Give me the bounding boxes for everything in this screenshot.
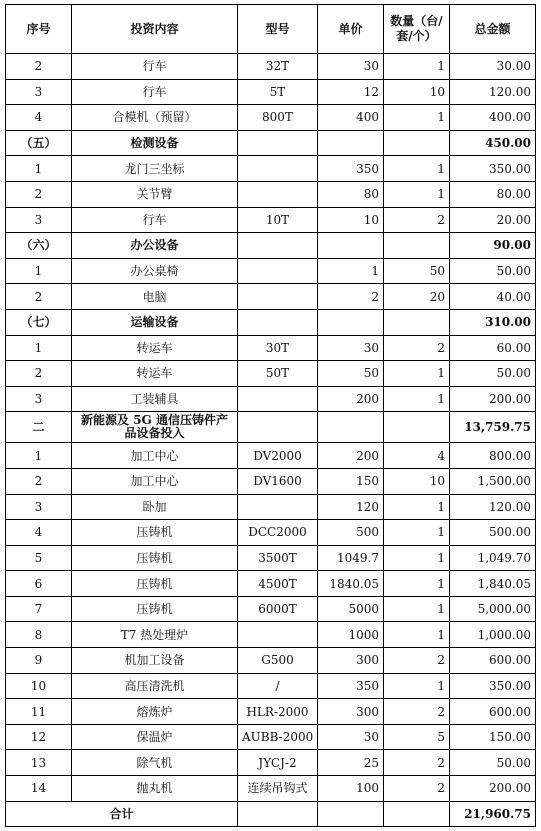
- cell-total: 310.00: [450, 309, 536, 335]
- cell-content: 保温炉: [72, 724, 238, 750]
- cell-qty: 1: [384, 545, 450, 571]
- cell-no: 3: [6, 79, 72, 105]
- cell-model: JYCJ-2: [238, 750, 318, 776]
- cell-no: 12: [6, 724, 72, 750]
- cell-content: 办公桌椅: [72, 258, 238, 284]
- table-row: [6, 258, 536, 284]
- cell-price: 300: [318, 699, 384, 725]
- cell-content: T7 热处理炉: [72, 622, 238, 648]
- header-total: 总金额: [450, 5, 536, 54]
- cell-model: G500: [238, 648, 318, 674]
- table-row: [6, 545, 536, 571]
- cell-total: 50.00: [450, 258, 536, 284]
- cell-price: 350: [318, 673, 384, 699]
- cell-price: 10: [318, 207, 384, 233]
- cell-model: /: [238, 673, 318, 699]
- total-model-cell: [238, 801, 318, 827]
- cell-model: 4500T: [238, 571, 318, 597]
- cell-qty: 1: [384, 386, 450, 412]
- cell-content: 工装辅具: [72, 386, 238, 412]
- table-row: [6, 776, 536, 802]
- cell-no: 2: [6, 361, 72, 387]
- cell-total: 1,000.00: [450, 622, 536, 648]
- table-row: [6, 443, 536, 469]
- cell-model: [238, 309, 318, 335]
- cell-total: 13,759.75: [450, 412, 536, 443]
- cell-price: 1840.05: [318, 571, 384, 597]
- table-row: [6, 494, 536, 520]
- cell-content: 机加工设备: [72, 648, 238, 674]
- cell-model: 32T: [238, 54, 318, 80]
- cell-total: 1,840.05: [450, 571, 536, 597]
- cell-content: 除气机: [72, 750, 238, 776]
- table-row: [6, 648, 536, 674]
- cell-price: 500: [318, 520, 384, 546]
- cell-content: 加工中心: [72, 468, 238, 494]
- header-no: 序号: [6, 5, 72, 54]
- cell-price: 350: [318, 156, 384, 182]
- cell-no: 1: [6, 258, 72, 284]
- cell-content: 压铸机: [72, 571, 238, 597]
- investment-table: [5, 4, 536, 827]
- cell-total: 5,000.00: [450, 596, 536, 622]
- cell-price: [318, 130, 384, 156]
- cell-total: 600.00: [450, 648, 536, 674]
- cell-model: 5T: [238, 79, 318, 105]
- cell-qty: 1: [384, 156, 450, 182]
- table-header-row: [6, 5, 536, 54]
- cell-price: 100: [318, 776, 384, 802]
- cell-no: 7: [6, 596, 72, 622]
- cell-no: 3: [6, 494, 72, 520]
- cell-model: DV1600: [238, 468, 318, 494]
- cell-price: 150: [318, 468, 384, 494]
- cell-total: 90.00: [450, 233, 536, 259]
- cell-no: 6: [6, 571, 72, 597]
- table-row: [6, 284, 536, 310]
- cell-no: 2: [6, 468, 72, 494]
- cell-no: 14: [6, 776, 72, 802]
- cell-price: 400: [318, 105, 384, 131]
- cell-content: 新能源及 5G 通信压铸件产品设备投入: [72, 412, 238, 443]
- cell-total: 600.00: [450, 699, 536, 725]
- cell-total: 1,500.00: [450, 468, 536, 494]
- cell-total: 60.00: [450, 335, 536, 361]
- cell-content: 运输设备: [72, 309, 238, 335]
- table-row: [6, 386, 536, 412]
- cell-qty: 2: [384, 750, 450, 776]
- total-label: 合计: [6, 801, 238, 827]
- cell-qty: [384, 309, 450, 335]
- cell-price: [318, 412, 384, 443]
- section-row: [6, 130, 536, 156]
- cell-total: 50.00: [450, 750, 536, 776]
- cell-content: 压铸机: [72, 520, 238, 546]
- cell-model: 800T: [238, 105, 318, 131]
- cell-total: 450.00: [450, 130, 536, 156]
- cell-price: 50: [318, 361, 384, 387]
- cell-model: [238, 386, 318, 412]
- cell-model: [238, 258, 318, 284]
- cell-model: 50T: [238, 361, 318, 387]
- cell-qty: 2: [384, 699, 450, 725]
- table-row: [6, 520, 536, 546]
- cell-model: 30T: [238, 335, 318, 361]
- cell-model: 10T: [238, 207, 318, 233]
- cell-qty: 1: [384, 673, 450, 699]
- table-row: [6, 105, 536, 131]
- cell-total: 40.00: [450, 284, 536, 310]
- cell-model: [238, 284, 318, 310]
- table-row: [6, 54, 536, 80]
- table-row: [6, 673, 536, 699]
- cell-qty: 1: [384, 54, 450, 80]
- cell-qty: 20: [384, 284, 450, 310]
- cell-price: [318, 309, 384, 335]
- cell-price: 2: [318, 284, 384, 310]
- section-row: [6, 412, 536, 443]
- cell-no: 13: [6, 750, 72, 776]
- header-price: 单价: [318, 5, 384, 54]
- cell-no: （六）: [6, 233, 72, 259]
- cell-model: [238, 233, 318, 259]
- cell-price: 200: [318, 443, 384, 469]
- cell-model: AUBB-2000: [238, 724, 318, 750]
- cell-model: DV2000: [238, 443, 318, 469]
- cell-qty: 10: [384, 468, 450, 494]
- cell-no: 2: [6, 284, 72, 310]
- cell-qty: 10: [384, 79, 450, 105]
- cell-content: 关节臂: [72, 181, 238, 207]
- cell-content: 行车: [72, 207, 238, 233]
- table-row: [6, 79, 536, 105]
- cell-price: 5000: [318, 596, 384, 622]
- cell-content: 卧加: [72, 494, 238, 520]
- cell-price: 200: [318, 386, 384, 412]
- cell-qty: 2: [384, 648, 450, 674]
- cell-no: 2: [6, 181, 72, 207]
- cell-content: 转运车: [72, 335, 238, 361]
- cell-no: 10: [6, 673, 72, 699]
- cell-no: 2: [6, 54, 72, 80]
- cell-model: [238, 156, 318, 182]
- table-row: [6, 571, 536, 597]
- table-row: [6, 335, 536, 361]
- cell-no: 9: [6, 648, 72, 674]
- total-row: [6, 801, 536, 827]
- cell-no: 1: [6, 156, 72, 182]
- cell-qty: [384, 233, 450, 259]
- cell-content: 办公设备: [72, 233, 238, 259]
- cell-price: 1049.7: [318, 545, 384, 571]
- cell-no: 11: [6, 699, 72, 725]
- cell-price: 120: [318, 494, 384, 520]
- table-row: [6, 156, 536, 182]
- cell-qty: 1: [384, 622, 450, 648]
- cell-no: 5: [6, 545, 72, 571]
- cell-price: 30: [318, 54, 384, 80]
- header-qty: 数量（台/套/个）: [384, 5, 450, 54]
- cell-total: 120.00: [450, 494, 536, 520]
- cell-content: 转运车: [72, 361, 238, 387]
- cell-no: 4: [6, 520, 72, 546]
- cell-content: 龙门三坐标: [72, 156, 238, 182]
- table-row: [6, 468, 536, 494]
- cell-qty: 1: [384, 181, 450, 207]
- cell-total: 1,049.70: [450, 545, 536, 571]
- cell-model: DCC2000: [238, 520, 318, 546]
- cell-model: 连续吊钩式: [238, 776, 318, 802]
- cell-qty: 2: [384, 207, 450, 233]
- cell-qty: 1: [384, 361, 450, 387]
- cell-total: 120.00: [450, 79, 536, 105]
- cell-model: 6000T: [238, 596, 318, 622]
- cell-content: 合模机（预留）: [72, 105, 238, 131]
- cell-total: 50.00: [450, 361, 536, 387]
- cell-price: 1000: [318, 622, 384, 648]
- cell-qty: 1: [384, 571, 450, 597]
- cell-content: 高压清洗机: [72, 673, 238, 699]
- table-row: [6, 622, 536, 648]
- total-qty-cell: [384, 801, 450, 827]
- cell-total: 500.00: [450, 520, 536, 546]
- total-price-cell: [318, 801, 384, 827]
- cell-total: 150.00: [450, 724, 536, 750]
- cell-no: 4: [6, 105, 72, 131]
- cell-price: 30: [318, 724, 384, 750]
- cell-total: 800.00: [450, 443, 536, 469]
- cell-total: 350.00: [450, 156, 536, 182]
- table-row: [6, 724, 536, 750]
- cell-total: 400.00: [450, 105, 536, 131]
- cell-qty: 1: [384, 494, 450, 520]
- cell-qty: 1: [384, 105, 450, 131]
- table-row: [6, 361, 536, 387]
- cell-qty: 1: [384, 520, 450, 546]
- cell-content: 抛丸机: [72, 776, 238, 802]
- cell-no: 二: [6, 412, 72, 443]
- cell-no: （七）: [6, 309, 72, 335]
- cell-price: 25: [318, 750, 384, 776]
- cell-model: HLR-2000: [238, 699, 318, 725]
- table-row: [6, 699, 536, 725]
- cell-no: 3: [6, 386, 72, 412]
- cell-content: 行车: [72, 54, 238, 80]
- cell-content: 行车: [72, 79, 238, 105]
- cell-no: （五）: [6, 130, 72, 156]
- cell-content: 压铸机: [72, 596, 238, 622]
- cell-total: 200.00: [450, 386, 536, 412]
- cell-qty: 2: [384, 335, 450, 361]
- cell-total: 80.00: [450, 181, 536, 207]
- cell-qty: 5: [384, 724, 450, 750]
- table-row: [6, 750, 536, 776]
- cell-content: 电脑: [72, 284, 238, 310]
- section-row: [6, 309, 536, 335]
- cell-no: 3: [6, 207, 72, 233]
- cell-price: 80: [318, 181, 384, 207]
- cell-content: 压铸机: [72, 545, 238, 571]
- cell-content: 加工中心: [72, 443, 238, 469]
- cell-model: [238, 494, 318, 520]
- cell-price: [318, 233, 384, 259]
- header-content: 投资内容: [72, 5, 238, 54]
- cell-no: 8: [6, 622, 72, 648]
- cell-price: 1: [318, 258, 384, 284]
- section-row: [6, 233, 536, 259]
- cell-model: 3500T: [238, 545, 318, 571]
- cell-qty: 4: [384, 443, 450, 469]
- cell-price: 12: [318, 79, 384, 105]
- cell-content: 检测设备: [72, 130, 238, 156]
- cell-model: [238, 622, 318, 648]
- table-row: [6, 207, 536, 233]
- cell-qty: 1: [384, 596, 450, 622]
- total-amount: 21,960.75: [450, 801, 536, 827]
- cell-qty: [384, 130, 450, 156]
- cell-price: 300: [318, 648, 384, 674]
- cell-no: 1: [6, 443, 72, 469]
- cell-model: [238, 130, 318, 156]
- cell-qty: 2: [384, 776, 450, 802]
- cell-qty: [384, 412, 450, 443]
- cell-price: 30: [318, 335, 384, 361]
- table-row: [6, 596, 536, 622]
- cell-no: 1: [6, 335, 72, 361]
- table-row: [6, 181, 536, 207]
- cell-model: [238, 181, 318, 207]
- table-body: [6, 54, 536, 802]
- cell-qty: 50: [384, 258, 450, 284]
- cell-model: [238, 412, 318, 443]
- cell-total: 30.00: [450, 54, 536, 80]
- header-model: 型号: [238, 5, 318, 54]
- cell-total: 200.00: [450, 776, 536, 802]
- cell-total: 350.00: [450, 673, 536, 699]
- cell-content: 熔炼炉: [72, 699, 238, 725]
- cell-total: 20.00: [450, 207, 536, 233]
